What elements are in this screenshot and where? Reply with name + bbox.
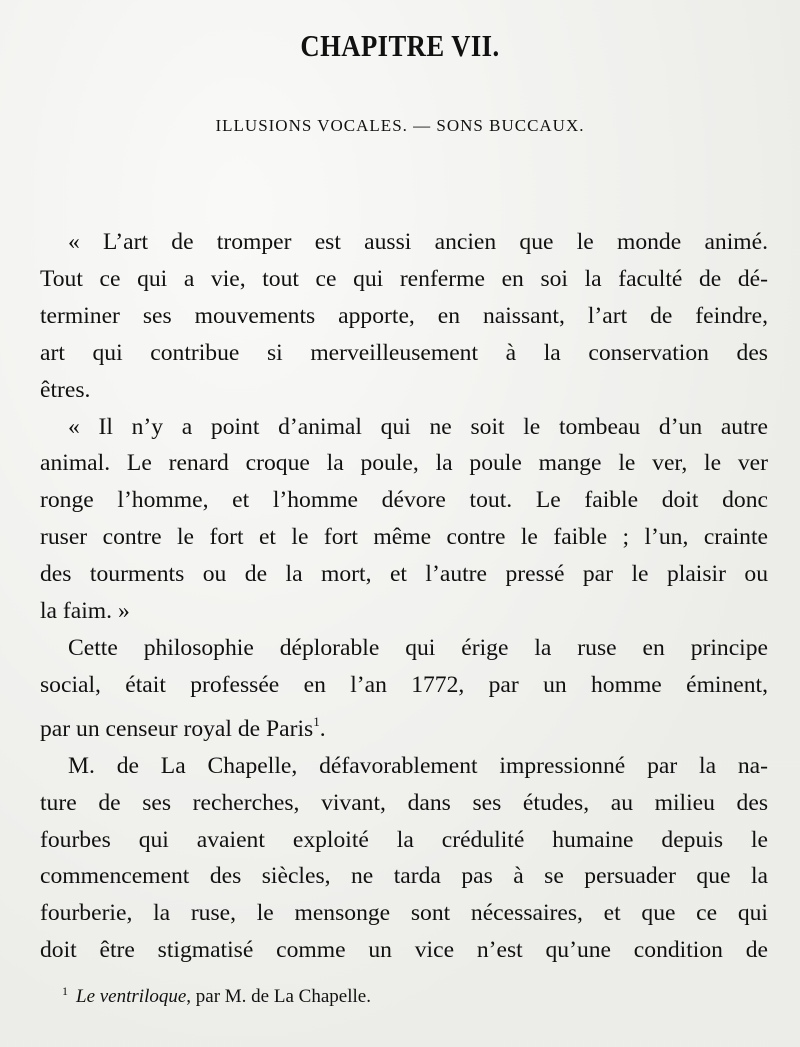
footnote-reference[interactable]: 1 <box>313 713 320 729</box>
text-line: commencement des siècles, ne tarda pas à se persuader que la <box>40 863 768 890</box>
footnote <box>62 984 762 1008</box>
footnote-text: , par M. de La Chapelle. <box>186 986 371 1007</box>
text-line: Cette philosophie déplorable qui érige la ruse en principe <box>68 634 768 661</box>
text-line: M. de La Chapelle, défavorablement impressionné par la na- <box>68 752 768 779</box>
text-line: animal. Le renard croque la poule, la poule mange le ver, le ver <box>40 450 768 477</box>
text-line: ronge l’homme, et l’homme dévore tout. Le faible doit donc <box>40 487 768 514</box>
text-line: êtres. <box>40 376 91 403</box>
text-fragment: . <box>319 715 326 742</box>
text-line: « L’art de tromper est aussi ancien que le monde animé. <box>68 229 768 255</box>
text-line: terminer ses mouvements apporte, en naissant, l’art de feindre, <box>40 302 768 329</box>
body-text <box>40 224 768 969</box>
text-line-with-footnote <box>40 704 768 748</box>
footnote-title: Le ventriloque <box>76 986 187 1007</box>
text-line: « Il n’y a point d’animal qui ne soit le tombeau d’un autre <box>68 413 768 440</box>
text-line: ruser contre le fort et le fort même contre le faible ; l’un, crainte <box>40 524 768 551</box>
text-fragment: par un censeur royal de Paris <box>40 715 314 742</box>
chapter-title: CHAPITRE VII. <box>300 28 500 63</box>
text-line: fourbes qui avaient exploité la crédulité humaine depuis le <box>40 826 768 853</box>
text-line: art qui contribue si merveilleusement à la conservation des <box>40 339 768 366</box>
footnote-marker: 1 <box>62 984 68 998</box>
text-line: doit être stigmatisé comme un vice n’est qu’une condition de <box>40 937 768 964</box>
text-line: des tourments ou de la mort, et l’autre pressé par le plaisir ou <box>40 561 768 588</box>
text-line: fourberie, la ruse, le mensonge sont nécessaires, et que ce qui <box>40 900 768 927</box>
text-line: Tout ce qui a vie, tout ce qui renferme en soi la faculté de dé- <box>40 265 768 292</box>
text-line: ture de ses recherches, vivant, dans ses études, au milieu des <box>40 789 768 816</box>
chapter-subtitle: ILLUSIONS VOCALES. — SONS BUCCAUX. <box>215 116 585 135</box>
text-line: social, était professée en l’an 1772, par un homme éminent, <box>40 671 768 698</box>
text-line: la faim. » <box>40 598 130 625</box>
